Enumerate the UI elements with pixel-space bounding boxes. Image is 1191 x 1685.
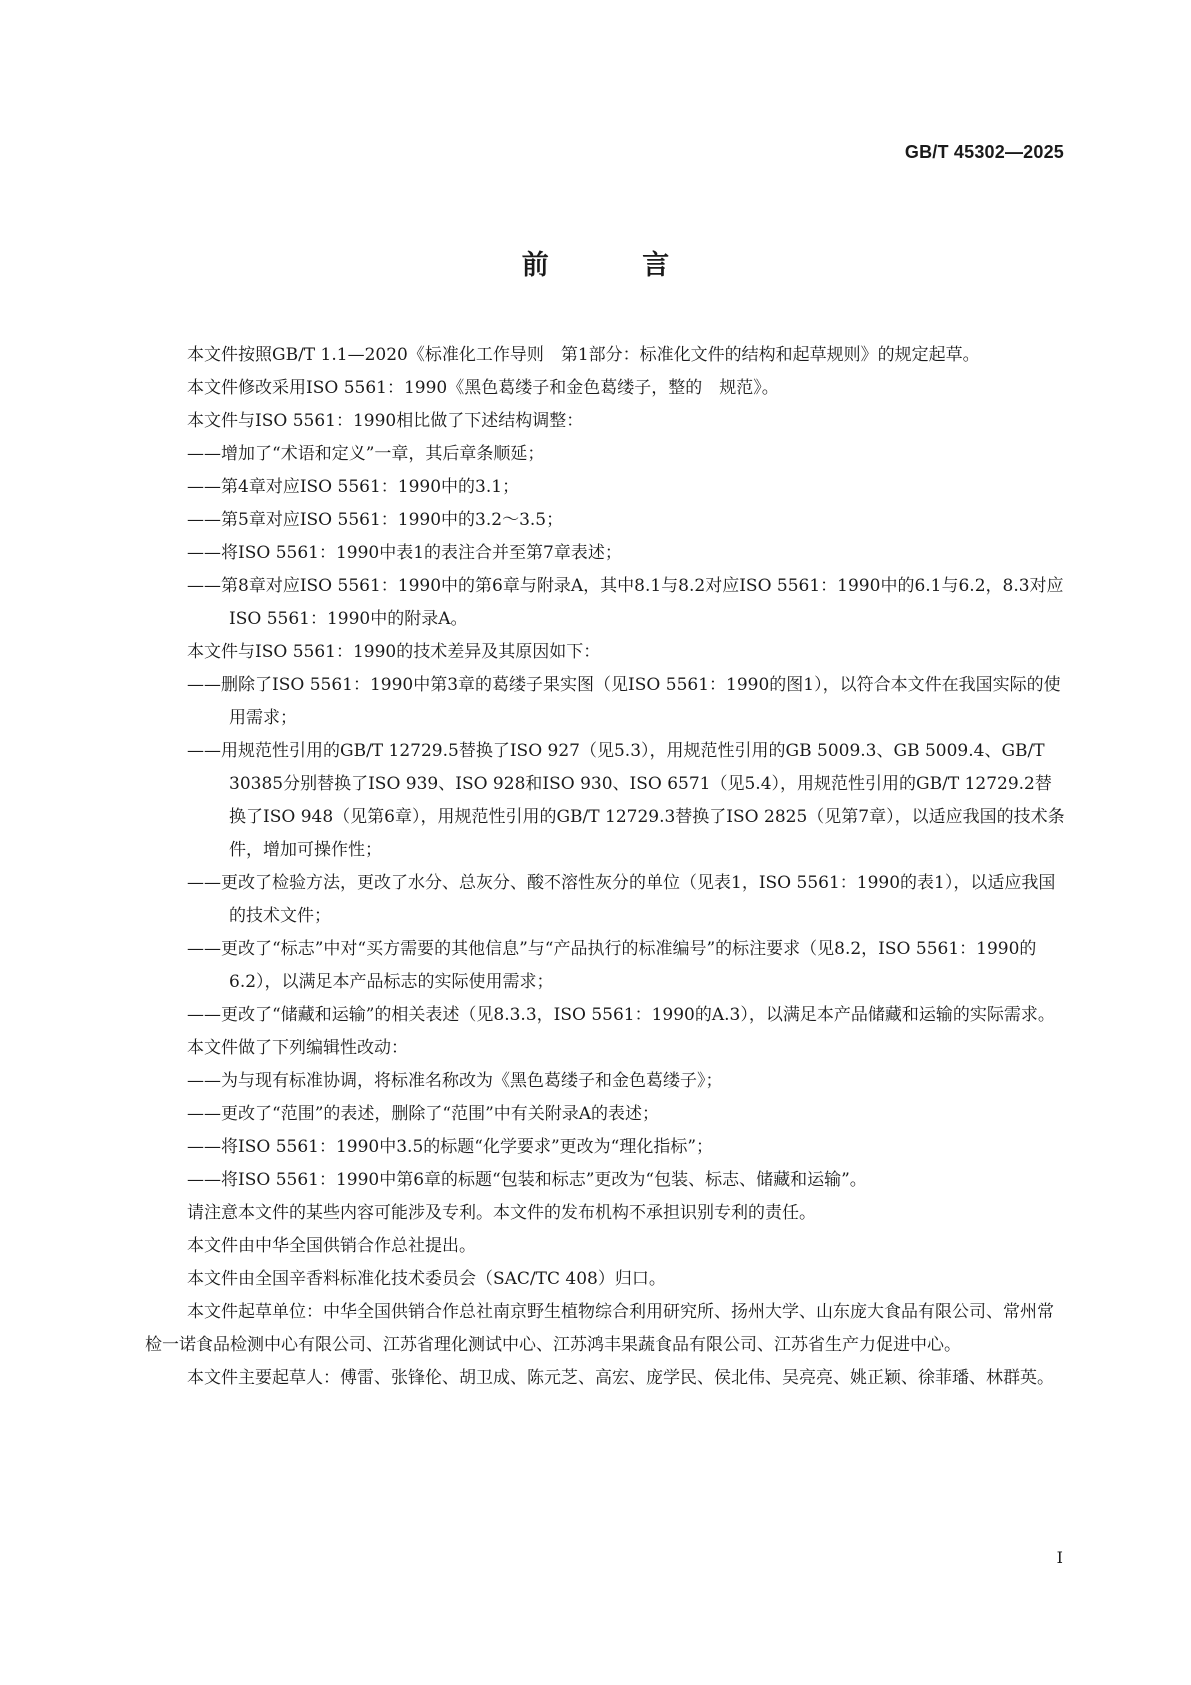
list-item: ——将ISO 5561：1990中3.5的标题“化学要求”更改为“理化指标”； [187,1137,714,1157]
list-item: ——更改了“范围”的表述，删除了“范围”中有关附录A的表述； [187,1104,660,1124]
page-title: 前 言 [521,250,712,281]
paragraph-drafters: 本文件主要起草人：傅雷、张锋伦、胡卫成、陈元芝、高宏、庞学民、侯北伟、吴亮亮、姚正颖、徐菲璠、林群英。 [187,1368,1054,1388]
page-number: I [1056,1548,1063,1567]
paragraph-technical-committee: 本文件由全国辛香料标准化技术委员会（SAC/TC 408）归口。 [187,1269,666,1289]
paragraph-patent-notice: 请注意本文件的某些内容可能涉及专利。本文件的发布机构不承担识别专利的责任。 [187,1203,816,1223]
list-item: ——用规范性引用的GB/T 12729.5替换了ISO 927（见5.3），用规范性引用的GB 5009.3、GB 5009.4、GB/T 30385分别替换了ISO 939、ISO 928和ISO 930、ISO 6571（见5.4），用规范性引用的GB/T 12729.2替换了ISO 948（见第6章），用规范性引用的GB/T 12729.3替换了ISO 2825（见第7章），以适应我国的技术条件，增加可操作性； [187,741,1065,860]
paragraph-drafting-organizations: 本文件起草单位：中华全国供销合作总社南京野生植物综合利用研究所、扬州大学、山东庞大食品有限公司、常州常检一诺食品检测中心有限公司、江苏省理化测试中心、江苏鸿丰果蔬食品有限公司、江苏省生产力促进中心。 [145,1302,1054,1355]
list-item: ——更改了“储藏和运输”的相关表述（见8.3.3，ISO 5561：1990的A.3），以满足本产品储藏和运输的实际需求。 [187,1005,1055,1025]
paragraph-drafting-rules: 本文件按照GB/T 1.1—2020《标准化工作导则 第1部分：标准化文件的结构和起草规则》的规定起草。 [187,345,980,365]
paragraph-editorial-changes-intro: 本文件做了下列编辑性改动： [187,1038,408,1058]
list-item: ——将ISO 5561：1990中第6章的标题“包装和标志”更改为“包装、标志、储藏和运输”。 [187,1170,867,1190]
paragraph-proposer: 本文件由中华全国供销合作总社提出。 [187,1236,476,1256]
paragraph-structural-changes-intro: 本文件与ISO 5561：1990相比做了下述结构调整： [187,411,584,431]
list-item: ——更改了检验方法，更改了水分、总灰分、酸不溶性灰分的单位（见表1，ISO 5561：1990的表1），以适应我国的技术文件； [187,873,1056,926]
list-item: ——更改了“标志”中对“买方需要的其他信息”与“产品执行的标准编号”的标注要求（见8.2，ISO 5561：1990的6.2），以满足本产品标志的实际使用需求； [187,939,1037,992]
list-item: ——第5章对应ISO 5561：1990中的3.2～3.5； [187,510,564,530]
paragraph-adoption: 本文件修改采用ISO 5561：1990《黑色葛缕子和金色葛缕子，整的 规范》。 [187,378,779,398]
list-item: ——第4章对应ISO 5561：1990中的3.1； [187,477,520,497]
foreword-body [145,339,1065,1395]
standard-code: GB/T 45302—2025 [904,142,1064,162]
list-item: ——为与现有标准协调，将标准名称改为《黑色葛缕子和金色葛缕子》； [187,1071,723,1091]
list-item: ——增加了“术语和定义”一章，其后章条顺延； [187,444,545,464]
paragraph-technical-differences-intro: 本文件与ISO 5561：1990的技术差异及其原因如下： [187,642,601,662]
list-item: ——第8章对应ISO 5561：1990中的第6章与附录A，其中8.1与8.2对应ISO 5561：1990中的6.1与6.2，8.3对应ISO 5561：1990中的附录A。 [187,576,1064,629]
list-item: ——删除了ISO 5561：1990中第3章的葛缕子果实图（见ISO 5561：1990的图1），以符合本文件在我国实际的使用需求； [187,675,1061,728]
list-item: ——将ISO 5561：1990中表1的表注合并至第7章表述； [187,543,622,563]
